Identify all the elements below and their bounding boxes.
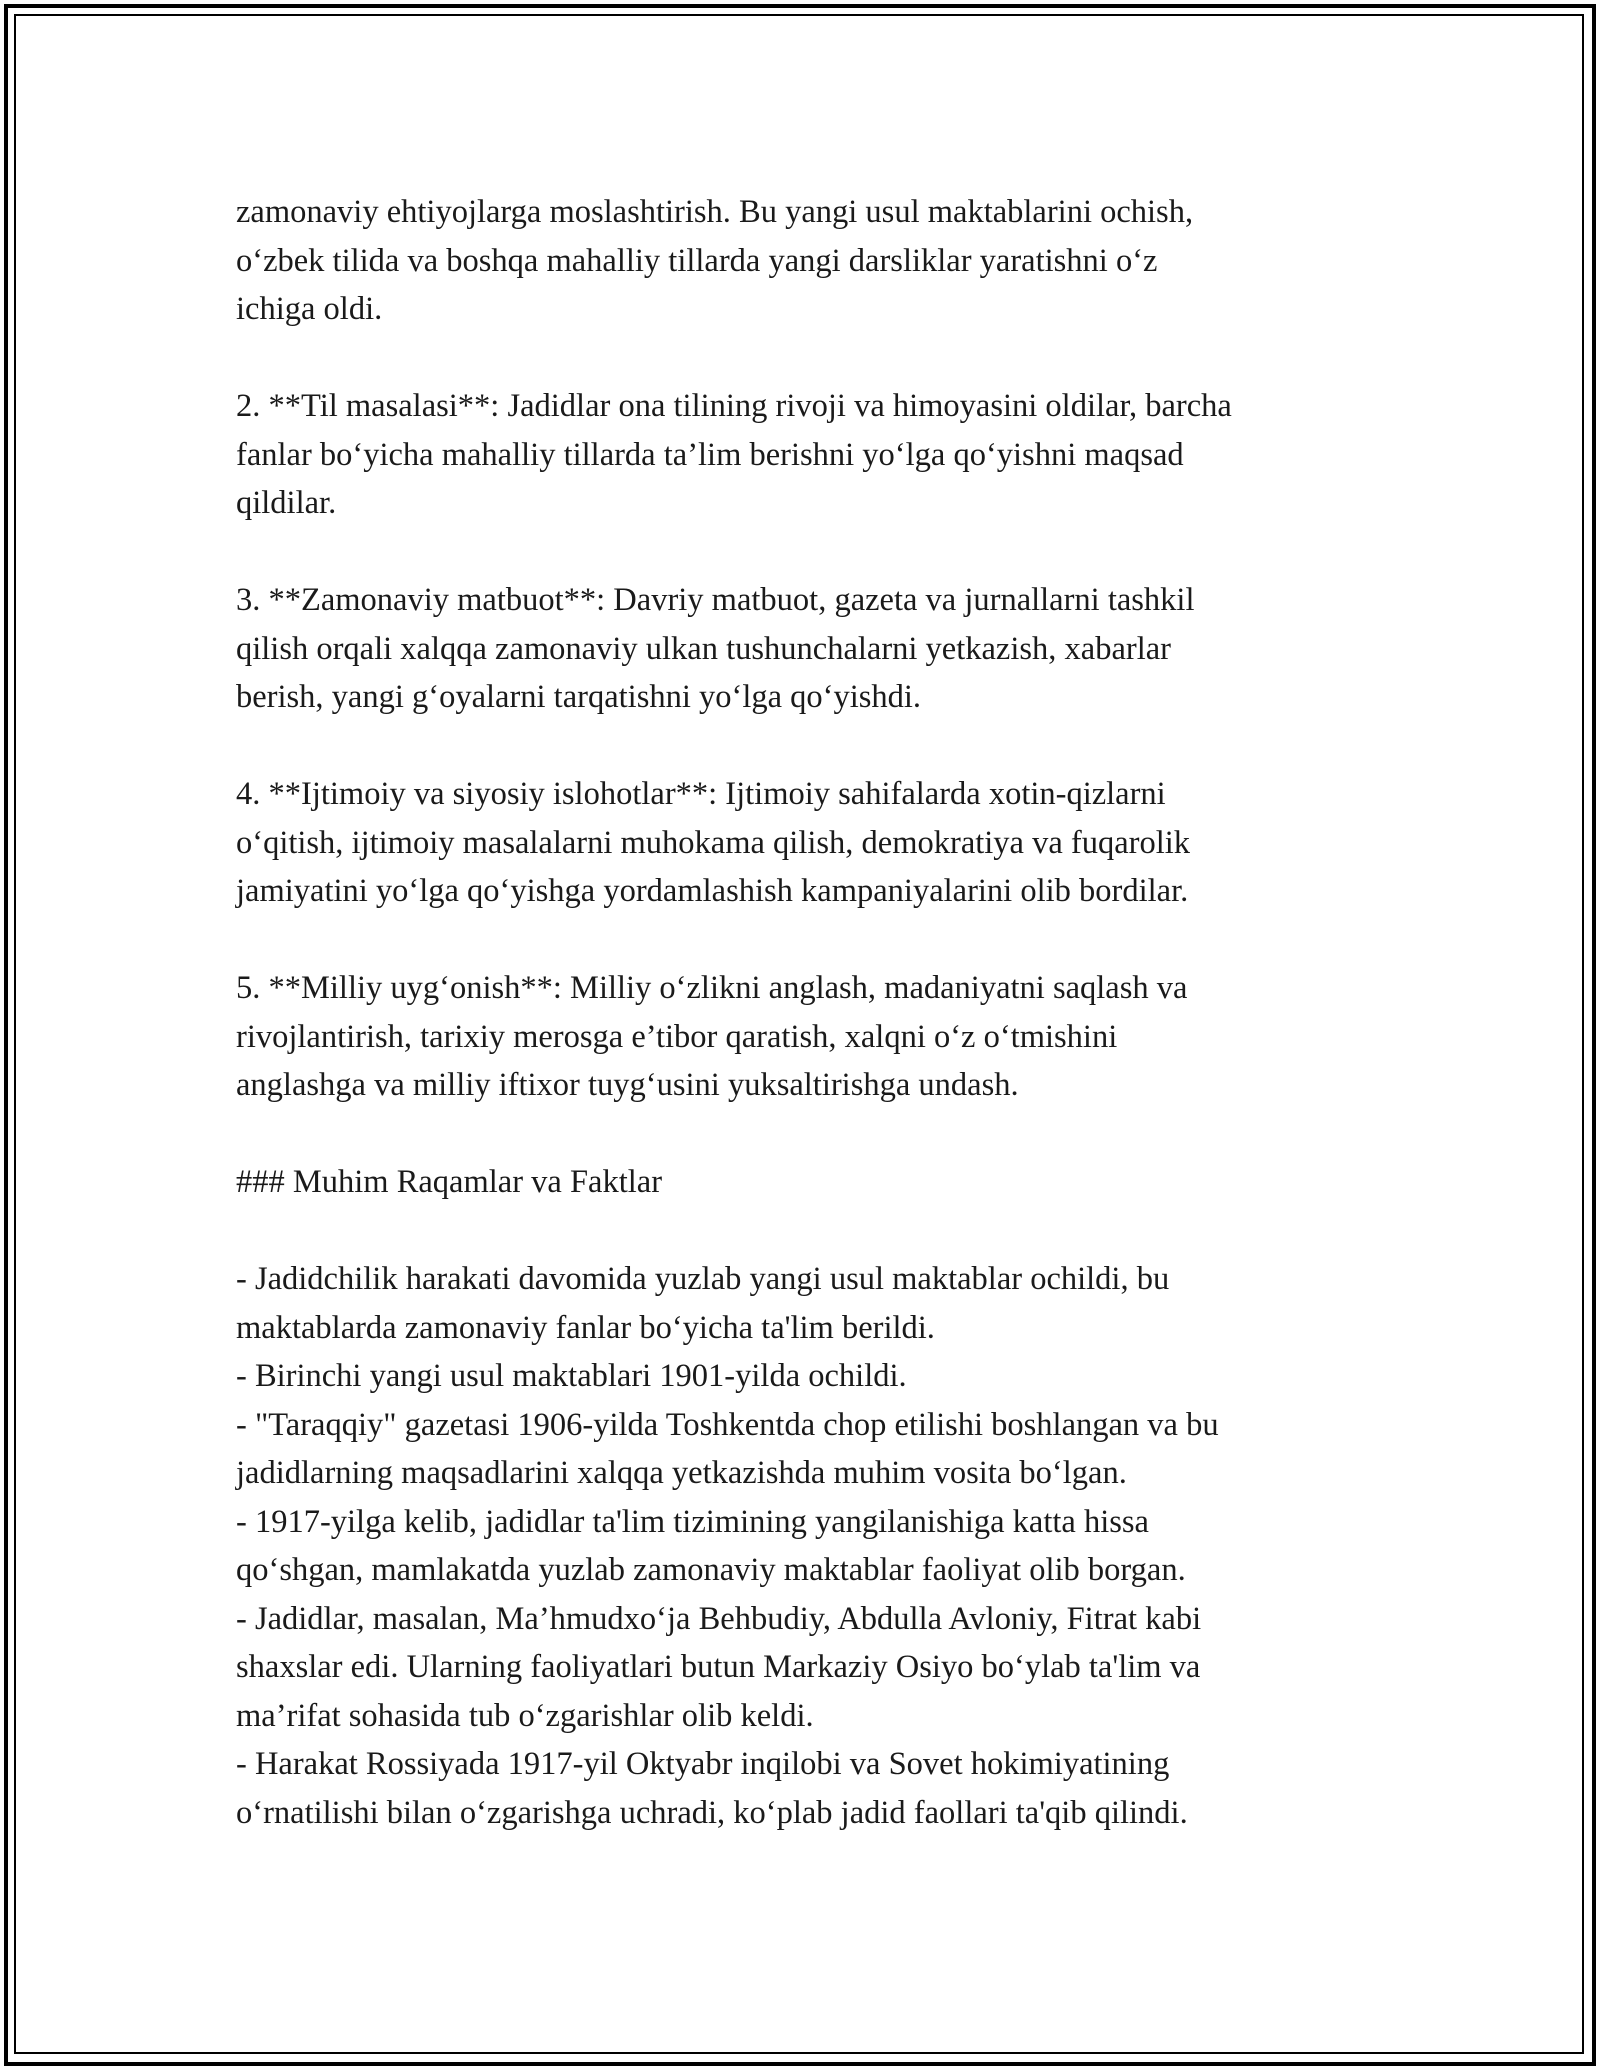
facts-list [236,1255,1386,1837]
list-item-line: - Harakat Rossiyada 1917-yil Oktyabr inqilobi va Sovet hokimiyatining [236,1746,1170,1782]
list-item-line: - Jadidlar, masalan, Ma’hmudxo‘ja Behbudiy, Abdulla Avloniy, Fitrat kabi [236,1600,1202,1637]
heading-text: ### Muhim Raqamlar va Faktlar [236,1164,663,1200]
text-line: fanlar bo‘yicha mahalliy tillarda ta’lim berishni yo‘lga qo‘yishni maqsad [236,436,1184,473]
paragraph-item-2 [236,382,1386,528]
list-item-line: ma’rifat sohasida tub o‘zgarishlar olib keldi. [236,1697,814,1734]
text-line: berish, yangi g‘oyalarni tarqatishni yo‘lga qo‘yishdi. [236,679,922,715]
list-item-line: - "Taraqqiy" gazetasi 1906-yilda Toshkentda chop etilishi boshlangan va bu [236,1406,1219,1443]
list-item-line: o‘rnatilishi bilan o‘zgarishga uchradi, ko‘plab jadid faollari ta'qib qilindi. [236,1794,1188,1831]
list-item-line: - 1917-yilga kelib, jadidlar ta'lim tizimining yangilanishiga katta hissa [236,1503,1149,1540]
text-line: anglashga va milliy iftixor tuyg‘usini yuksaltirishga undash. [236,1067,1019,1103]
text-line: rivojlantirish, tarixiy merosga e’tibor qaratish, xalqni o‘z o‘tmishini [236,1018,1118,1055]
list-item-line: jadidlarning maqsadlarini xalqqa yetkazishda muhim vosita bo‘lgan. [236,1455,1127,1491]
list-item-line: maktablarda zamonaviy fanlar bo‘yicha ta'lim berildi. [236,1309,935,1346]
list-item-line: qo‘shgan, mamlakatda yuzlab zamonaviy maktablar faoliyat olib borgan. [236,1552,1186,1588]
paragraph-item-3 [236,576,1386,722]
text-line: qilish orqali xalqqa zamonaviy ulkan tushunchalarni yetkazish, xabarlar [236,630,1171,667]
section-heading [236,1158,1386,1207]
paragraph-continuation [236,188,1386,334]
text-line: 4. **Ijtimoiy va siyosiy islohotlar**: Ijtimoiy sahifalarda xotin-qizlarni [236,776,1166,812]
text-line: zamonaviy ehtiyojlarga moslashtirish. Bu yangi usul maktablarini ochish, [236,194,1194,230]
text-line: 2. **Til masalasi**: Jadidlar ona tilining rivoji va himoyasini oldilar, barcha [236,388,1232,424]
list-item-line: - Birinchi yangi usul maktablari 1901-yilda ochildi. [236,1358,907,1394]
paragraph-item-5 [236,964,1386,1110]
list-item-line: shaxslar edi. Ularning faoliyatlari butun Markaziy Osiyo bo‘ylab ta'lim va [236,1649,1201,1685]
text-line: jamiyatini yo‘lga qo‘yishga yordamlashish kampaniyalarini olib bordilar. [236,873,1189,909]
text-line: ichiga oldi. [236,291,383,327]
text-line: qildilar. [236,485,337,521]
text-line: o‘zbek tilida va boshqa mahalliy tillarda yangi darsliklar yaratishni o‘z [236,242,1158,279]
text-line: o‘qitish, ijtimoiy masalalarni muhokama qilish, demokratiya va fuqarolik [236,824,1191,861]
document-body [236,188,1386,1837]
text-line: 5. **Milliy uyg‘onish**: Milliy o‘zlikni anglash, madaniyatni saqlash va [236,970,1188,1006]
text-line: 3. **Zamonaviy matbuot**: Davriy matbuot, gazeta va jurnallarni tashkil [236,582,1195,618]
paragraph-item-4 [236,770,1386,916]
list-item-line: - Jadidchilik harakati davomida yuzlab yangi usul maktablar ochildi, bu [236,1261,1170,1297]
